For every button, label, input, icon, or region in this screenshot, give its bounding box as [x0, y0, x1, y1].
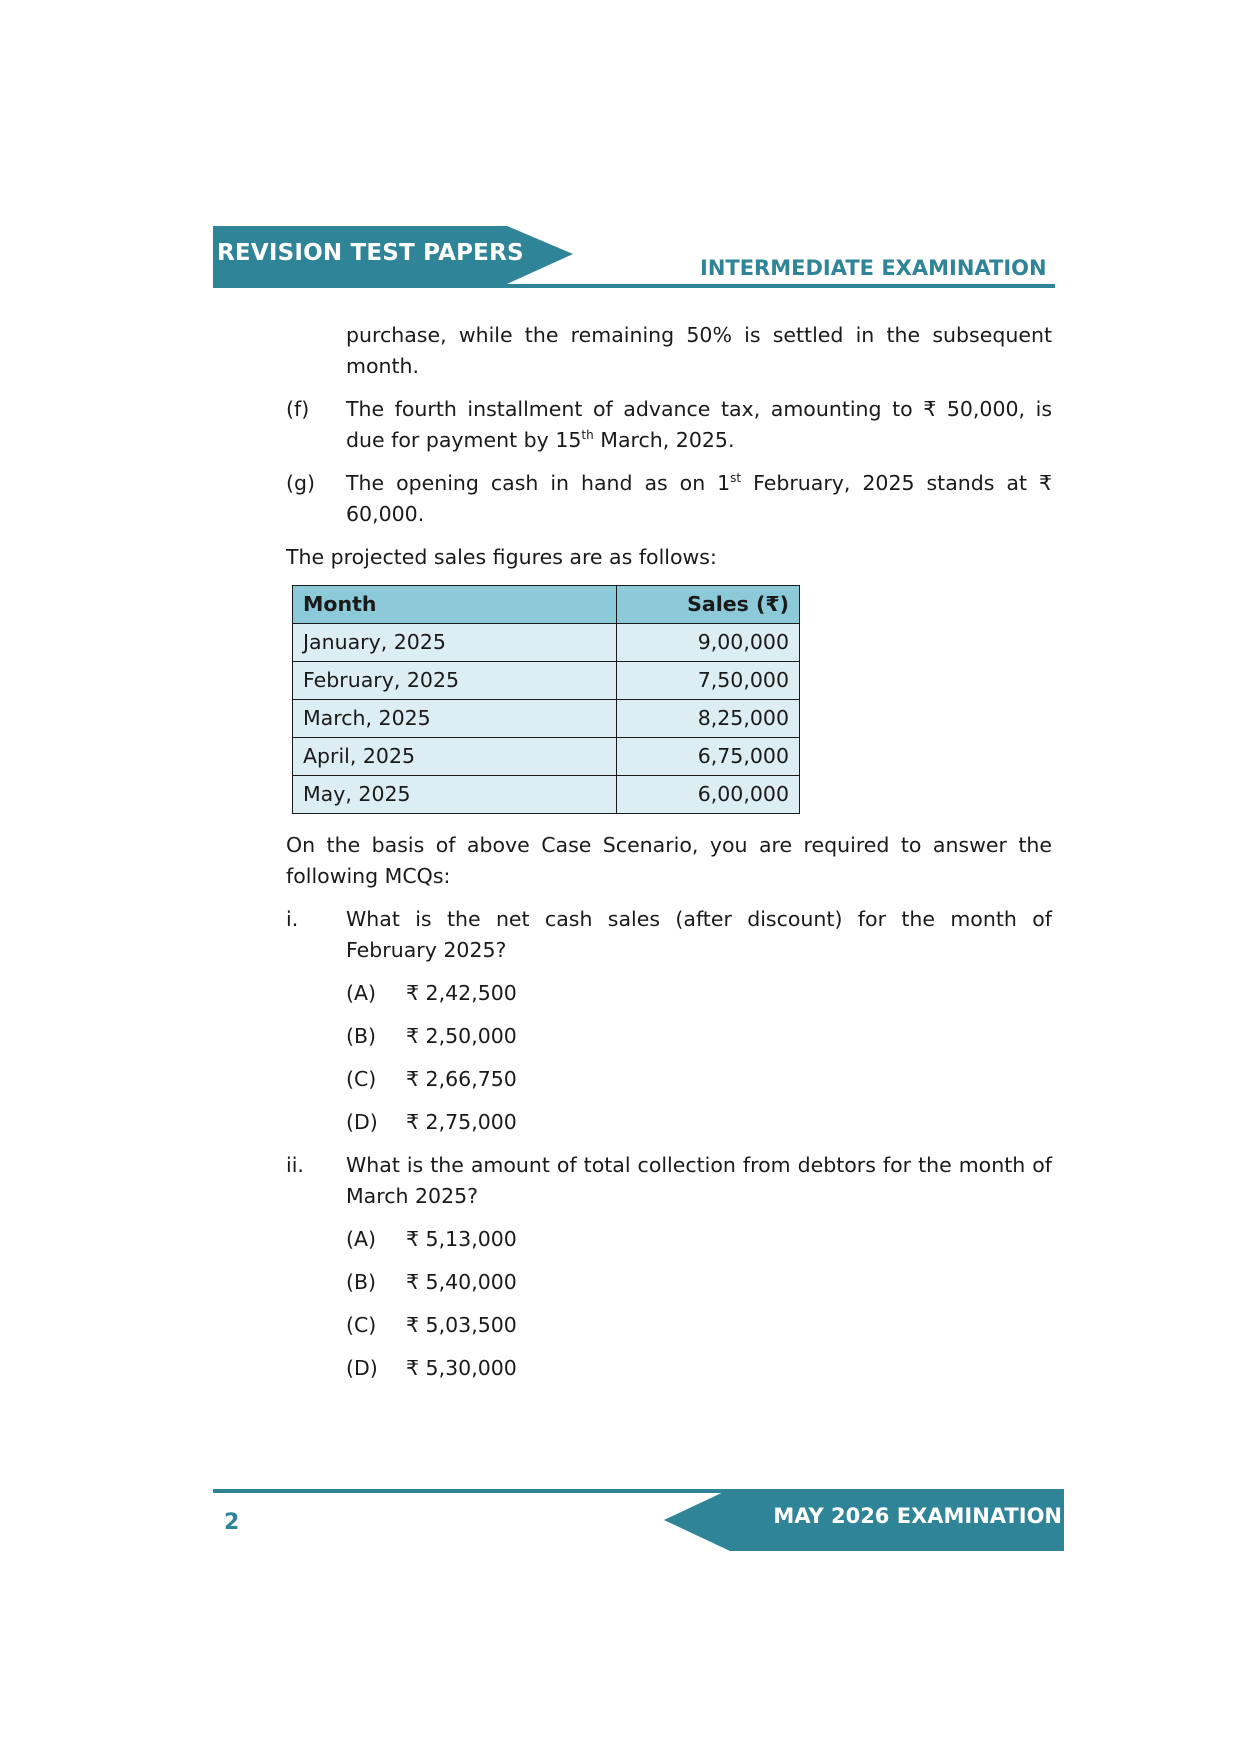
question-1-options: [346, 978, 1052, 1138]
header-banner: [213, 226, 573, 288]
question-2: [286, 1150, 1052, 1212]
table-intro: The projected sales figures are as follows:: [286, 545, 717, 569]
list-item-text: The opening cash in hand as on 1st February, 2025 stands at ₹ 60,000.: [346, 471, 1052, 526]
option-value: ₹ 2,66,750: [406, 1067, 517, 1091]
question-text: What is the amount of total collection from debtors for the month of March 2025?: [346, 1153, 1052, 1208]
question-text: What is the net cash sales (after discount) for the month of February 2025?: [346, 907, 1052, 962]
list-marker: (f): [286, 397, 310, 421]
option-value: ₹ 2,50,000: [406, 1024, 517, 1048]
option-value: ₹ 5,03,500: [406, 1313, 517, 1337]
option-value: ₹ 5,13,000: [406, 1227, 517, 1251]
question-1: [286, 904, 1052, 966]
footer-banner-title: MAY 2026 EXAMINATION: [773, 1504, 1062, 1528]
option-value: ₹ 2,75,000: [406, 1110, 517, 1134]
month-cell: April, 2025: [293, 738, 617, 776]
option-label: (C): [346, 1067, 377, 1091]
option-c: [346, 1310, 1052, 1341]
month-cell: February, 2025: [293, 662, 617, 700]
table-row: [293, 700, 800, 738]
page-number: 2: [224, 1510, 240, 1535]
table-row: [293, 738, 800, 776]
question-number: ii.: [286, 1153, 304, 1177]
column-header-sales: Sales (₹): [617, 586, 800, 624]
footer-banner: [664, 1489, 1064, 1551]
option-value: ₹ 5,30,000: [406, 1356, 517, 1380]
list-item-f: [286, 394, 1052, 456]
option-label: (B): [346, 1024, 377, 1048]
option-d: [346, 1107, 1052, 1138]
continuation-text: purchase, while the remaining 50% is settled in the subsequent month.: [346, 323, 1052, 378]
column-header-month: Month: [293, 586, 617, 624]
option-c: [346, 1064, 1052, 1095]
option-a: [346, 978, 1052, 1009]
sales-cell: 6,75,000: [617, 738, 800, 776]
month-cell: March, 2025: [293, 700, 617, 738]
main-content: [286, 320, 1052, 1396]
option-label: (A): [346, 1227, 377, 1251]
option-label: (C): [346, 1313, 377, 1337]
option-d: [346, 1353, 1052, 1384]
header-rule: [213, 284, 1055, 288]
sales-cell: 6,00,000: [617, 776, 800, 814]
option-label: (D): [346, 1110, 378, 1134]
option-b: [346, 1021, 1052, 1052]
option-value: ₹ 2,42,500: [406, 981, 517, 1005]
sales-cell: 7,50,000: [617, 662, 800, 700]
option-value: ₹ 5,40,000: [406, 1270, 517, 1294]
table-row: [293, 662, 800, 700]
list-item-text: The fourth installment of advance tax, amounting to ₹ 50,000, is due for payment by 15th March, 2025.: [346, 397, 1052, 452]
list-item-g: [286, 468, 1052, 530]
option-b: [346, 1267, 1052, 1298]
header-banner-title: REVISION TEST PAPERS: [217, 240, 524, 266]
sales-cell: 9,00,000: [617, 624, 800, 662]
header-exam-title: INTERMEDIATE EXAMINATION: [700, 256, 1047, 280]
table-header-row: [293, 586, 800, 624]
mcq-intro: On the basis of above Case Scenario, you are required to answer the following MCQs:: [286, 833, 1052, 888]
option-label: (D): [346, 1356, 378, 1380]
option-label: (B): [346, 1270, 377, 1294]
month-cell: May, 2025: [293, 776, 617, 814]
sales-cell: 8,25,000: [617, 700, 800, 738]
option-a: [346, 1224, 1052, 1255]
question-2-options: [346, 1224, 1052, 1384]
option-label: (A): [346, 981, 377, 1005]
continuation-paragraph: [286, 320, 1052, 382]
question-number: i.: [286, 907, 299, 931]
month-cell: January, 2025: [293, 624, 617, 662]
table-row: [293, 776, 800, 814]
table-row: [293, 624, 800, 662]
list-marker: (g): [286, 471, 316, 495]
sales-table: [292, 585, 800, 814]
